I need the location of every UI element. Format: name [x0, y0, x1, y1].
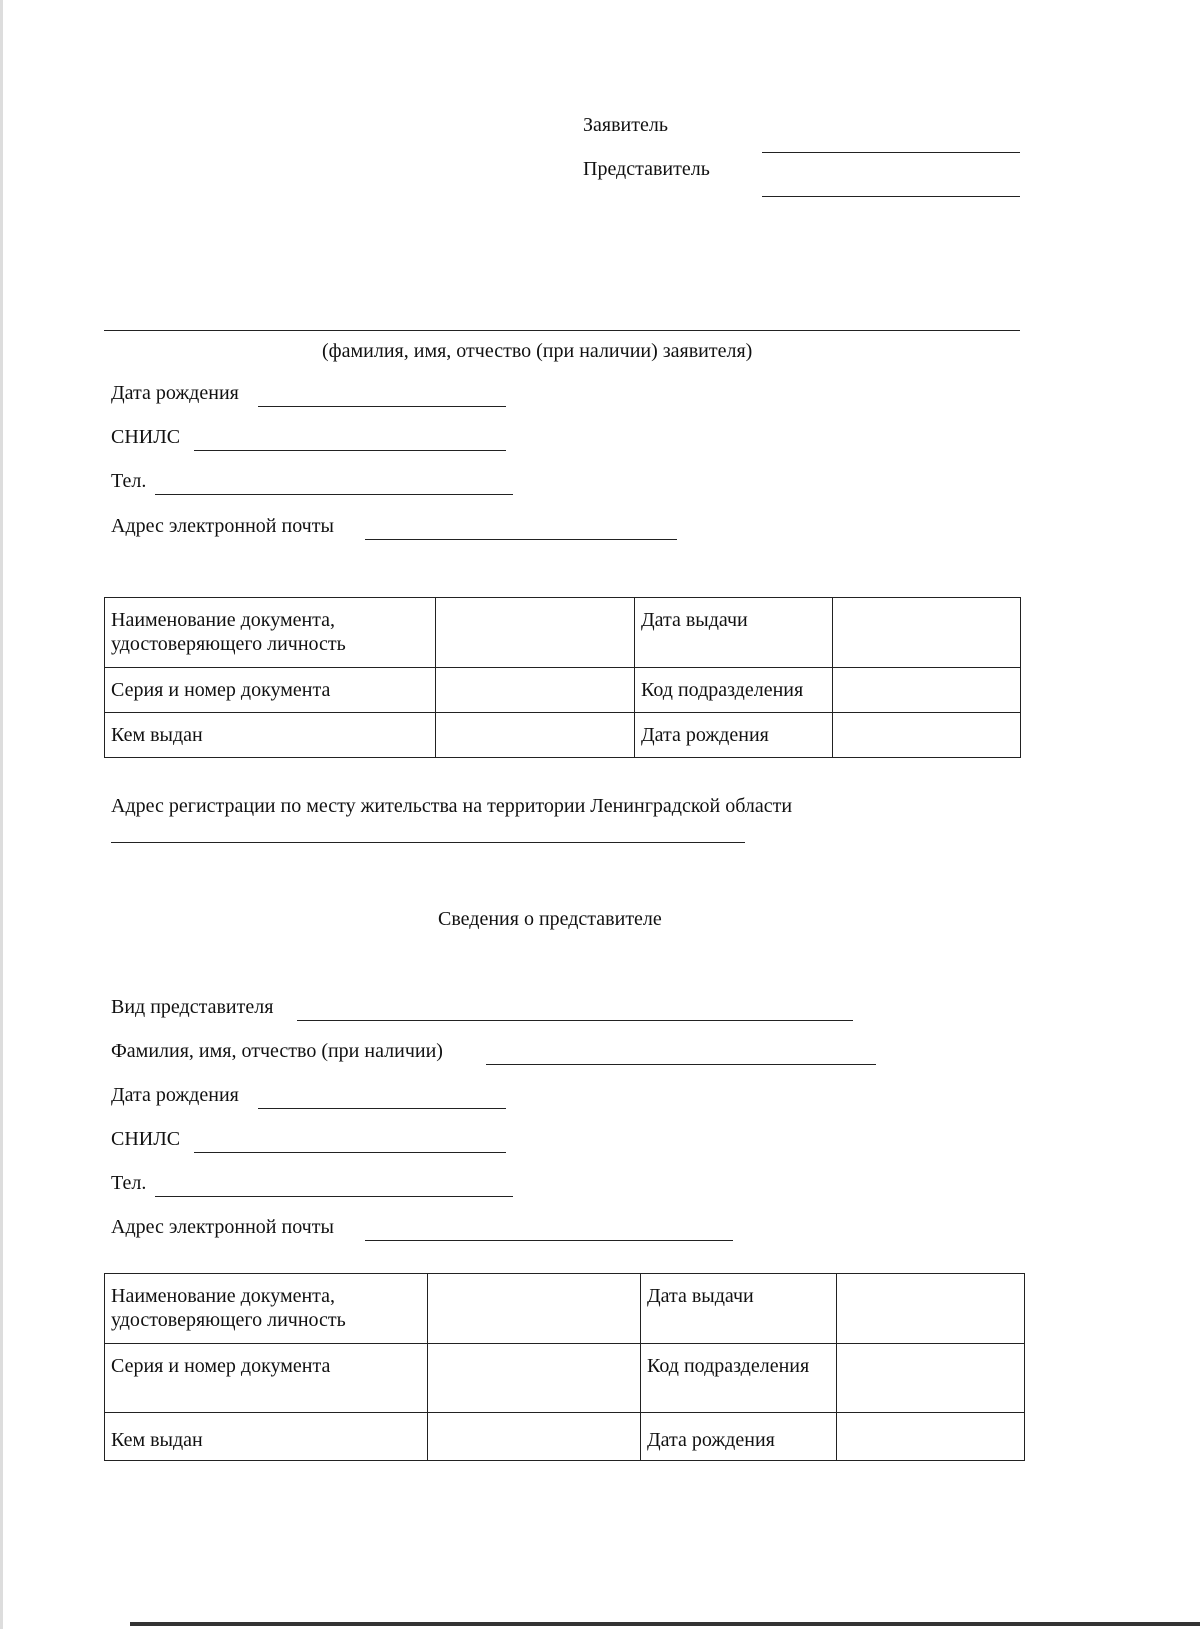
issued-by-label: Кем выдан	[105, 1413, 428, 1461]
applicant-email-field[interactable]	[365, 513, 677, 540]
issued-by-label: Кем выдан	[105, 713, 436, 758]
applicant-signature-label: Заявитель	[583, 114, 668, 136]
applicant-signature-field[interactable]	[762, 126, 1020, 153]
rep-kind-field[interactable]	[297, 994, 853, 1021]
doc-name-value[interactable]	[436, 598, 635, 668]
birth-date-label: Дата рождения	[635, 713, 833, 758]
rep-phone-field[interactable]	[155, 1170, 513, 1197]
issue-date-label: Дата выдачи	[635, 598, 833, 668]
doc-name-label: Наименование документа, удостоверяющего личность	[105, 1274, 428, 1344]
scan-bottom-edge	[130, 1622, 1200, 1626]
rep-fio-field[interactable]	[486, 1038, 876, 1065]
rep-birth-label: Дата рождения	[111, 1084, 239, 1106]
representative-section-title: Сведения о представителе	[438, 908, 662, 930]
applicant-birth-label: Дата рождения	[111, 382, 239, 404]
table-row	[105, 1344, 1025, 1413]
rep-email-field[interactable]	[365, 1214, 733, 1241]
issue-date-value[interactable]	[833, 598, 1021, 668]
doc-name-label: Наименование документа, удостоверяющего личность	[105, 598, 436, 668]
rep-birth-field[interactable]	[258, 1082, 506, 1109]
scan-left-edge	[0, 0, 3, 1629]
representative-signature-field[interactable]	[762, 170, 1020, 197]
applicant-snils-field[interactable]	[194, 424, 506, 451]
doc-name-value[interactable]	[428, 1274, 641, 1344]
table-row	[105, 1413, 1025, 1461]
issued-by-value[interactable]	[428, 1413, 641, 1461]
birth-date-label: Дата рождения	[641, 1413, 837, 1461]
applicant-fio-field[interactable]	[104, 305, 1020, 331]
series-label: Серия и номер документа	[105, 1344, 428, 1413]
dept-code-label: Код подразделения	[635, 668, 833, 713]
applicant-fio-caption: (фамилия, имя, отчество (при наличии) заявителя)	[322, 340, 753, 362]
table-row	[105, 598, 1021, 668]
applicant-snils-label: СНИЛС	[111, 426, 181, 448]
series-value[interactable]	[428, 1344, 641, 1413]
table-row	[105, 668, 1021, 713]
applicant-document-table	[104, 597, 1021, 758]
applicant-address-field[interactable]	[111, 816, 745, 843]
issue-date-value[interactable]	[837, 1274, 1025, 1344]
representative-document-table	[104, 1273, 1025, 1461]
applicant-address-label: Адрес регистрации по месту жительства на территории Ленинградской области	[111, 795, 793, 817]
rep-email-label: Адрес электронной почты	[111, 1216, 334, 1238]
applicant-email-label: Адрес электронной почты	[111, 515, 334, 537]
rep-kind-label: Вид представителя	[111, 996, 274, 1018]
birth-date-value[interactable]	[837, 1413, 1025, 1461]
rep-snils-field[interactable]	[194, 1126, 506, 1153]
table-row	[105, 1274, 1025, 1344]
series-label: Серия и номер документа	[105, 668, 436, 713]
applicant-birth-field[interactable]	[258, 380, 506, 407]
birth-date-value[interactable]	[833, 713, 1021, 758]
applicant-phone-field[interactable]	[155, 468, 513, 495]
rep-phone-label: Тел.	[111, 1172, 147, 1194]
applicant-phone-label: Тел.	[111, 470, 147, 492]
issued-by-value[interactable]	[436, 713, 635, 758]
issue-date-label: Дата выдачи	[641, 1274, 837, 1344]
dept-code-label: Код подразделения	[641, 1344, 837, 1413]
series-value[interactable]	[436, 668, 635, 713]
dept-code-value[interactable]	[833, 668, 1021, 713]
dept-code-value[interactable]	[837, 1344, 1025, 1413]
rep-snils-label: СНИЛС	[111, 1128, 181, 1150]
table-row	[105, 713, 1021, 758]
rep-fio-label: Фамилия, имя, отчество (при наличии)	[111, 1040, 443, 1062]
representative-signature-label: Представитель	[583, 158, 710, 180]
